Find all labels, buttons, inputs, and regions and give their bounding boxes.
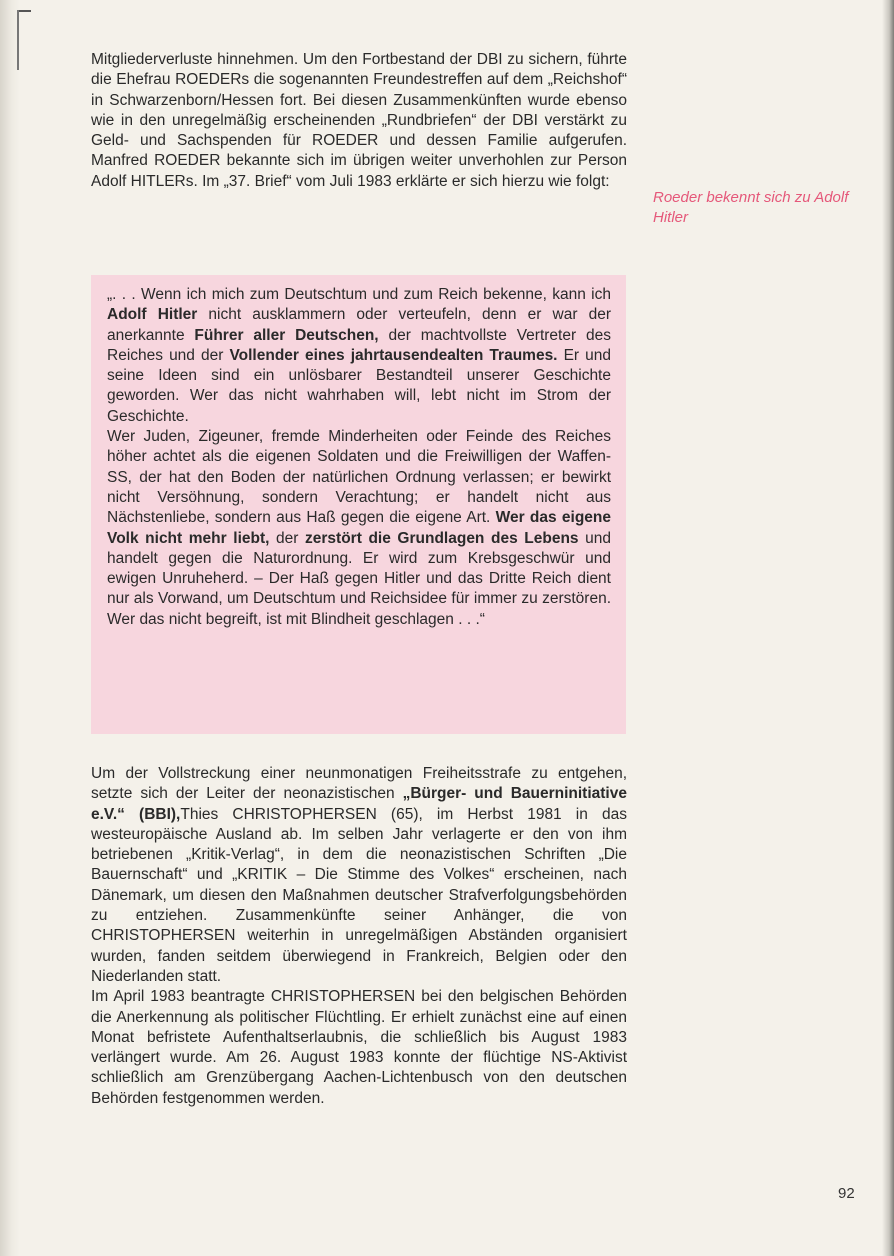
bottom-section: [91, 764, 627, 1109]
margin-note: Roeder bekennt sich zu Adolf Hitler: [653, 189, 849, 226]
quote-text: „. . . Wenn ich mich zum Deutschtum und zum Reich bekenne, kann ich: [107, 286, 611, 303]
page-right-edge: [882, 0, 894, 1256]
quote-text: der machtvollste Vertreter des Reiches und der: [107, 326, 611, 364]
crop-mark-line: [17, 10, 19, 70]
quote-text: Er und seine Ideen sind ein unlösbarer Bestandteil unserer Geschichte geworden. Wer das nicht wahrhaben will, lebt nicht im Strom der Geschichte.: [107, 346, 611, 425]
quote-text: nicht ausklammern oder verteufeln, denn er war der anerkannte: [107, 306, 611, 344]
quote-emphasis: zerstört die Grundlagen des Lebens: [305, 529, 579, 547]
quote-emphasis: Adolf Hitler: [107, 306, 198, 324]
bottom-paragraph-2: Im April 1983 beantragte CHRISTOPHERSEN bei den belgischen Behörden die Anerkennung als politischer Flüchtling. Er erhielt zunächst eine auf einen Monat befristete Aufenthaltserlaubnis, die schließlich bis August 1983 verlängert wurde. Am 26. August 1983 konnte der flüchtige NS-Aktivist schließlich am Grenzübergang Aachen-Lichtenbusch von den deutschen Behörden festgenommen werden.: [91, 988, 627, 1107]
quote-text: der: [269, 529, 306, 547]
quote-text: Wer Juden, Zigeuner, fremde Minderheiten oder Feinde des Reiches höher achtet als die eigenen Soldaten und die Freiwilligen der Waffen-SS, der hat den Boden der natürlichen Ordnung verlassen; er bewirkt nicht Versöhnung, sondern Verachtung; er handelt nicht aus Nächstenliebe, sondern aus Haß gegen die eigene Art.: [107, 428, 611, 527]
body-text: Thies CHRISTOPHERSEN (65), im Herbst 1981 in das westeuropäische Ausland ab. Im selben Jahr verlagerte er den von ihm betriebenen „Kritik-Verlag“, in dem die neonazistischen Schriften „Die Bauernschaft“ und „KRITIK – Die Stimme des Volkes“ erscheinen, nach Dänemark, um diesen den Maßnahmen deutscher Strafverfolgungsbehörden zu entziehen. Zusammenkünfte seiner Anhänger, die von CHRISTOPHERSEN weiterhin in unregelmäßigen Abständen organisiert wurden, fanden seitdem überwiegend in Frankreich, Belgien oder den Niederlanden statt.: [91, 805, 627, 985]
quote-text: und handelt gegen die Naturordnung. Er wird zum Krebsgeschwür und ewigen Unruheherd. – Der Haß gegen Hitler und das Dritte Reich dient nur als Vorwand, um Deutschtum und Reichsidee für immer zu zerstören. Wer das nicht begreift, ist mit Blindheit geschlagen . . .“: [107, 529, 611, 628]
page-number: 92: [838, 1185, 855, 1202]
quote-emphasis: Führer aller Deutschen,: [194, 326, 379, 344]
body-text: Um der Vollstreckung einer neunmonatigen Freiheitsstrafe zu entgehen, setzte sich der Leiter der neonazistischen: [91, 765, 627, 803]
page-left-edge: [0, 0, 20, 1256]
quote-emphasis: Wer das eigene Volk nicht mehr liebt,: [107, 509, 611, 547]
top-paragraph: [91, 50, 627, 192]
crop-mark: [17, 10, 31, 12]
body-emphasis: „Bürger- und Bauerninitiative e.V.“ (BBI),: [91, 785, 627, 823]
quote-block: [107, 285, 611, 630]
quote-paragraph-1: [107, 285, 611, 427]
quote-paragraph-2: [107, 427, 611, 630]
top-paragraph-text: Mitgliederverluste hinnehmen. Um den Fortbestand der DBI zu sichern, führte die Ehefrau ROEDERs die sogenannten Freundestreffen auf dem „Reichshof“ in Schwarzenborn/Hessen fort. Bei diesen Zusammenkünften wurde ebenso wie in den unregelmäßig erscheinenden „Rundbriefen“ der DBI verstärkt zu Geld- und Sachspenden für ROEDER und dessen Familie aufgerufen. Manfred ROEDER bekannte sich im übrigen weiter unverhohlen zur Person Adolf HITLERs. Im „37. Brief“ vom Juli 1983 erklärte er sich hierzu wie folgt:: [91, 51, 627, 190]
bottom-paragraph-1: [91, 764, 627, 987]
quote-emphasis: Vollender eines jahrtausendealten Traumes.: [229, 346, 558, 364]
